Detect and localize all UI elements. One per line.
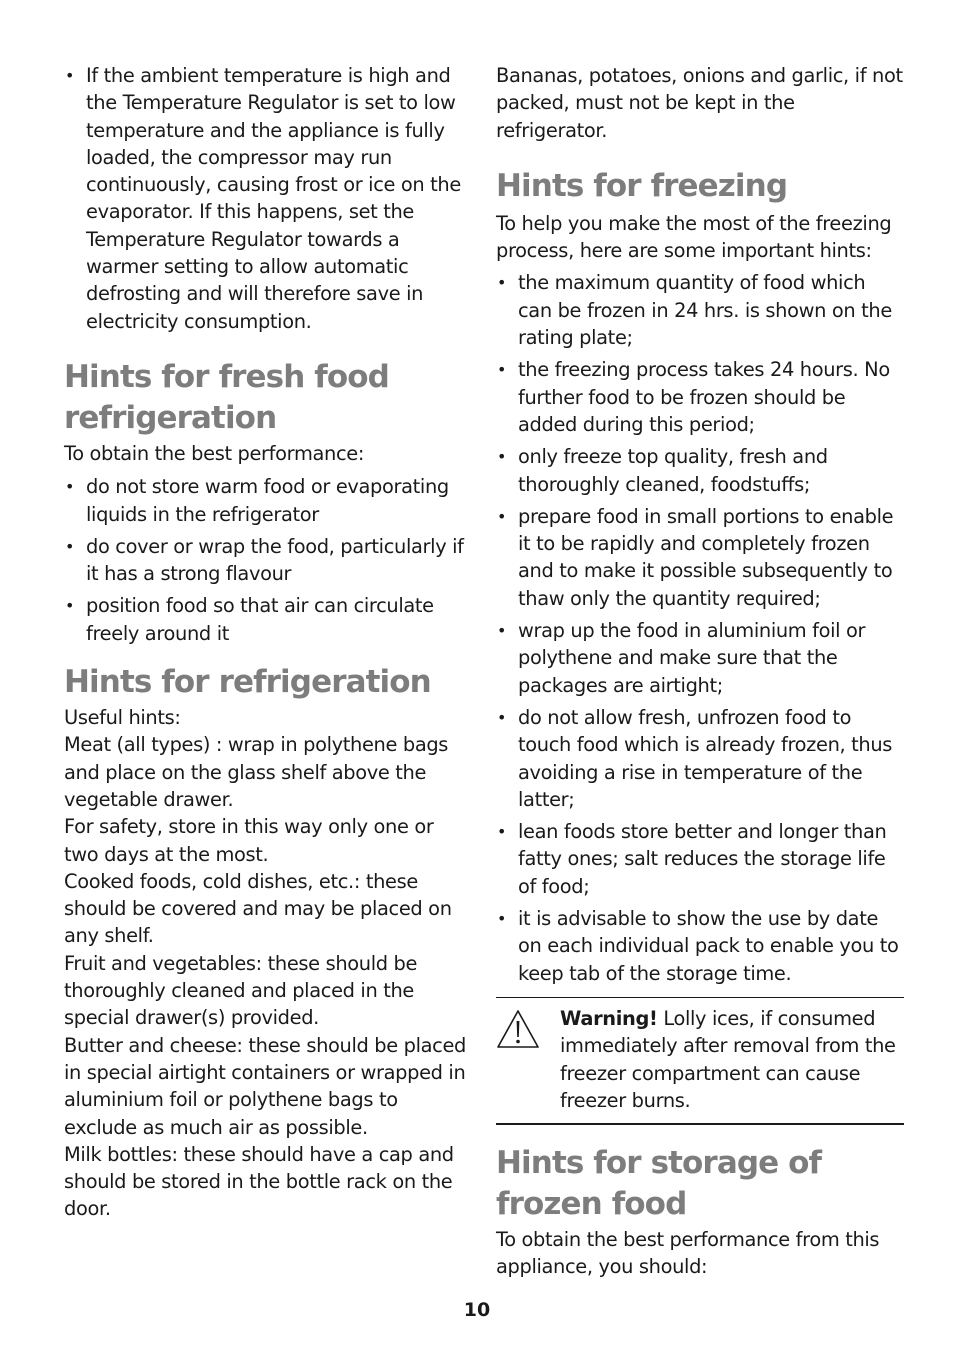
paragraph: Cooked foods, cold dishes, etc.: these should be covered and may be placed on any shelf. [64, 869, 452, 948]
paragraph: Milk bottles: these should have a cap and should be stored in the bottle rack on the door. [64, 1142, 454, 1221]
paragraph: Meat (all types) : wrap in polythene bags and place on the glass shelf above the vegetable drawer. [64, 733, 449, 811]
refrigeration-body [64, 704, 469, 1223]
list-item: • the freezing process takes 24 hours. No further food to be frozen should be added during this period; [496, 356, 904, 438]
heading-freezing: Hints for freezing [496, 167, 788, 204]
heading-storage-frozen-food: Hints for storage of frozen food [496, 1145, 822, 1223]
warning-box [496, 997, 904, 1125]
list-item: • only freeze top quality, fresh and thoroughly cleaned, foodstuffs; [496, 443, 904, 498]
fresh-bullet-list [64, 473, 469, 647]
storage-note: Bananas, potatoes, onions and garlic, if not packed, must not be kept in the refrigerator. [496, 64, 903, 142]
paragraph: Fruit and vegetables: these should be thoroughly cleaned and placed in the special drawer(s) provided. [64, 951, 418, 1030]
list-item: • do cover or wrap the food, particularly if it has a strong flavour [64, 533, 469, 588]
list-item: • do not allow fresh, unfrozen food to touch food which is already frozen, thus avoiding a rise in temperature of the latter; [496, 704, 904, 813]
list-item: • lean foods store better and longer than fatty ones; salt reduces the storage life of food; [496, 818, 904, 900]
warning-message: Lolly ices, if consumed immediately after removal from the freezer compartment can cause freezer burns. [560, 1006, 896, 1112]
freezing-intro: To help you make the most of the freezing process, here are some important hints: [496, 211, 892, 263]
storage-intro: To obtain the best performance from this appliance, you should: [496, 1228, 880, 1279]
fresh-intro: To obtain the best performance: [64, 441, 365, 465]
page-number: 10 [463, 1299, 491, 1321]
warning-triangle-icon [496, 1009, 540, 1049]
paragraph: Useful hints: [64, 706, 181, 730]
right-column [496, 62, 904, 1281]
list-item: • do not store warm food or evaporating liquids in the refrigerator [64, 473, 469, 528]
heading-refrigeration: Hints for refrigeration [64, 664, 431, 701]
left-column [64, 62, 469, 1223]
paragraph: For safety, store in this way only one or two days at the most. [64, 815, 434, 866]
list-item: • it is advisable to show the use by date on each individual pack to enable you to keep tab of the storage time. [496, 905, 904, 987]
freezing-bullet-list [496, 269, 904, 986]
paragraph: Butter and cheese: these should be placed in special airtight containers or wrapped in aluminium foil or polythene bags to exclude as much air as possible. [64, 1033, 466, 1139]
warning-label: Warning! [560, 1006, 658, 1030]
list-item: • wrap up the food in aluminium foil or polythene and make sure that the packages are airtight; [496, 617, 904, 699]
list-item: • If the ambient temperature is high and the Temperature Regulator is set to low temperature and the appliance is fully loaded, the compressor may run continuously, causing frost or ice on the evaporator. If this happens, set the Temperature Regulator towards a warmer setting to allow automatic defrosting and will therefore save in electricity consumption. [64, 62, 469, 335]
list-item: • position food so that air can circulate freely around it [64, 592, 469, 647]
warning-text [560, 1005, 904, 1114]
list-item: • prepare food in small portions to enable it to be rapidly and completely frozen and to make it possible subsequently to thaw only the quantity required; [496, 503, 904, 612]
list-item: • the maximum quantity of food which can be frozen in 24 hrs. is shown on the rating plate; [496, 269, 904, 351]
intro-bullet-list [64, 62, 469, 335]
heading-fresh-food-refrigeration: Hints for fresh food refrigeration [64, 358, 389, 436]
